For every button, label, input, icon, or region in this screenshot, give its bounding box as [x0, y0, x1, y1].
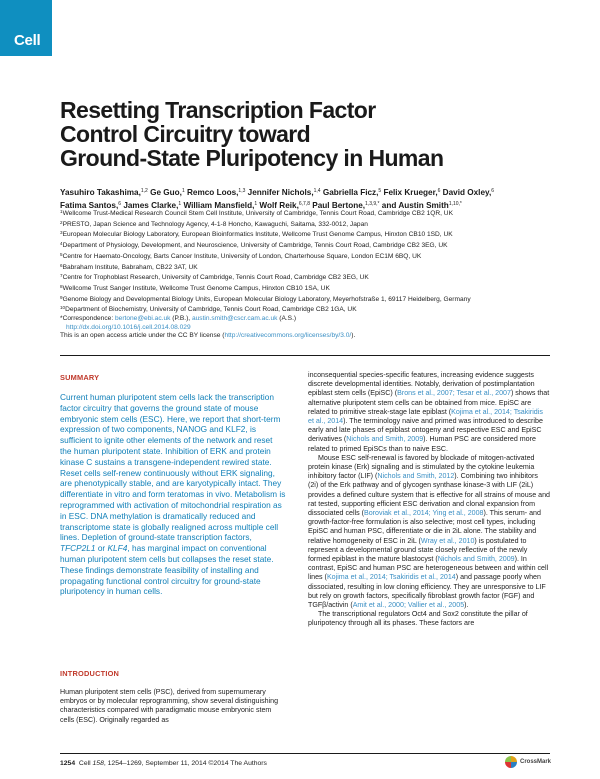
author-name: Yasuhiro Takashima, — [60, 188, 141, 197]
author-name: Fatima Santos, — [60, 200, 119, 210]
article-title — [60, 98, 540, 170]
author-affiliation-marker: 6 — [491, 188, 494, 194]
citation-link[interactable]: Amit et al., 2000; Vallier et al., 2005 — [352, 601, 465, 610]
affiliation-text: Centre for Trophoblast Research, University of Cambridge, Tennis Court Road, Cambridge CB2 3EG, UK — [62, 274, 369, 282]
author-affiliation-marker: 6,7,8 — [298, 200, 310, 207]
doi-link[interactable]: http://dx.doi.org/10.1016/j.cell.2014.08.029 — [66, 323, 191, 331]
doi-line — [60, 324, 560, 333]
correspondence — [60, 315, 560, 324]
affiliation-text: Department of Biochemistry, University of Cambridge, Tennis Court Road, Cambridge CB2 1GA, UK — [65, 306, 357, 314]
author-affiliation-marker: 1,3 — [238, 188, 246, 194]
citation-link[interactable]: Boroviak et al., 2014; Ying et al., 2008 — [364, 509, 484, 518]
author-affiliation-marker: 1,4 — [313, 188, 321, 194]
correspondence-end: (A.S.) — [277, 315, 297, 323]
author-name: Paul Bertone, — [312, 200, 366, 210]
email-link[interactable]: austin.smith@cscr.cam.ac.uk — [191, 315, 278, 323]
author-affiliation-marker: 6 — [437, 188, 441, 194]
affiliation-text: European Molecular Biology Laboratory, European Bioinformatics Institute, Wellcome Trust Genome Campus, Hinxton CB10 1SD, UK — [62, 231, 453, 239]
author-line — [60, 186, 560, 199]
affiliation-text: Department of Physiology, Development, and Neuroscience, University of Cambridge, Tennis Court Road, Cambridge CB2 3EG, UK — [62, 242, 448, 250]
summary-part: Current human pluripotent stem cells lack the transcription factor circuitry that governs the ground state of mouse embryonic stem cells (ESC). Here, we report that short-term expression of two components, NANOG and KLF2, is sufficient to ignite other elements of the network and reset the human pluripotent state. Inhibition of ERK and protein kinase C sustains a transgene-independent rewired state. Reset cells self-renew continuously without ERK signaling, are phenotypically stable, and are karyotypically intact. They differentiate in vitro and form teratomas in vivo. Metabolism is reprogrammed with activation of mitochondrial respiration as in ESC. DNA methylation is dramatically reduced and transcriptome state is globally realigned across multiple cell lines. Depletion of ground-state transcription factors, — [60, 392, 286, 543]
affiliation-item — [60, 208, 560, 219]
license-link[interactable]: http://creativecommons.org/licenses/by/3.0/ — [224, 332, 352, 340]
affiliation-number: 2 — [60, 219, 63, 225]
summary-part: , has marginal impact on conventional human pluripotent stem cells but collapses the reset state. These findings demonstrate feasibility of installing and propagating functional control circuitry for ground-state pluripotency in human cells. — [60, 543, 274, 597]
footer-divider — [60, 753, 550, 754]
affiliation-text: Wellcome Trust-Medical Research Council Stem Cell Institute, University of Cambridge, Tennis Court Road, Cambridge CB2 1QR, UK — [62, 210, 453, 217]
affiliation-number: 8 — [60, 283, 63, 289]
paragraph: The transcriptional regulators Oct4 and Sox2 constitute the pillar of pluripotency through all its phases. These factors are — [308, 610, 528, 628]
affiliation-text: Babraham Institute, Babraham, CB22 3AT, UK — [62, 263, 198, 271]
author-name: William Mansfield, — [183, 200, 255, 210]
affiliation-number: 4 — [60, 241, 63, 247]
right-column — [308, 371, 550, 629]
text-run: ). This serum- and growth-factor-free formulation is also selective; most cell types, including EpiSC and human PSC, differentiate or die in 2iL alone. The stability and relative homogeneity of ESC in 2iL ( — [308, 509, 541, 545]
title-line: Ground-State Pluripotency in Human — [60, 145, 444, 171]
page-footer — [60, 760, 267, 767]
introduction-text: Human pluripotent stem cells (PSC), derived from supernumerary embryos or by molecular reprogramming, show several distinguishing characteristics compared with paradigmatic mouse embryonic stem cells (ESC). Originally regarded as — [60, 688, 279, 724]
title-line: Resetting Transcription Factor — [60, 97, 376, 123]
affiliation-item — [60, 219, 560, 230]
affiliation-item — [60, 272, 560, 283]
author-name: Felix Krueger, — [383, 188, 438, 197]
citation-link[interactable]: Wray et al., 2010 — [420, 536, 475, 545]
citation-link[interactable]: Nichols and Smith, 2009 — [437, 555, 515, 564]
author-name: Remco Loos, — [187, 188, 239, 197]
introduction-heading: INTRODUCTION — [60, 669, 120, 678]
crossmark-icon — [505, 756, 517, 768]
page-number: 1254 — [60, 760, 76, 767]
text-run: ) and passage poorly when dissociated, resulting in low cloning efficiency. They are unresponsive to LIF but rely on growth factors, specifically fibroblast growth factor (FGF) and TGFβ/activin ( — [308, 573, 546, 610]
affiliation-text: PRESTO, Japan Science and Technology Agency, 4-1-8 Honcho, Kawaguchi, Saitama, 332-0012, Japan — [62, 220, 368, 228]
text-run: ) shows that alternative pluripotent stem cells can be obtained from mice. EpiSC are related to primitive streak-stage late epiblast ( — [308, 389, 550, 416]
citation-link[interactable]: Kojima et al., 2014; Tsakiridis et al., 2014 — [308, 407, 543, 426]
author-name: Gabriella Ficz, — [322, 188, 379, 197]
author-name: Jennifer Nichols, — [247, 188, 314, 197]
affiliation-item — [60, 251, 560, 262]
author-name: James Clarke, — [123, 200, 179, 210]
affiliation-item — [60, 229, 560, 240]
footer-volume: 158 — [92, 760, 104, 767]
citation-link[interactable]: Nichols and Smith, 2012 — [377, 472, 455, 481]
text-run: ). — [464, 601, 469, 610]
author-name: Ge Guo, — [150, 188, 182, 197]
affiliation-number: 1 — [60, 209, 63, 214]
affiliation-number: 6 — [60, 262, 63, 268]
summary-text — [60, 392, 286, 597]
author-affiliation-marker: 6 — [118, 200, 122, 207]
text-run: ). Human PSC are considered more related to primed EpiSCs than to naive ESC. — [308, 435, 536, 453]
text-run: ) is postulated to represent a developmental ground state closely reflective of the newly formed epiblast in the mature blastocyst ( — [308, 536, 528, 564]
gene-name: TFCP2L1 — [60, 543, 96, 554]
text-run: Mouse ESC self-renewal is favored by blockade of mitogen-activated protein kinase (Erk) signaling and is stimulated by the cytokine leukemia inhibitory factor (LIF) ( — [308, 453, 535, 481]
affiliation-item — [60, 304, 560, 315]
affiliation-number: 7 — [60, 273, 63, 279]
text-run: ). Combining two inhibitors (2i) of the Erk pathway and of glycogen synthase kinase-3 with LIF (2iL) provides a defined culture system that is effective for all strains of mouse and rat tested, supporting efficient ESC derivation and clonal expansion from dissociated cells ( — [308, 472, 550, 518]
affiliation-number: 9 — [60, 294, 63, 300]
footer-journal: Cell — [78, 760, 91, 767]
author-affiliation-marker: 1,2 — [140, 188, 148, 194]
paragraph — [308, 371, 550, 454]
crossmark-label: CrossMark — [520, 759, 552, 765]
affiliation-item — [60, 240, 560, 251]
journal-logo: Cell — [14, 32, 41, 49]
affiliations — [60, 208, 560, 341]
affiliation-number: 3 — [60, 230, 63, 236]
author-affiliation-marker: 1,3,9,* — [365, 200, 380, 207]
affiliation-text: Wellcome Trust Sanger Institute, Wellcome Trust Genome Campus, Hinxton CB10 1SA, UK — [62, 284, 330, 292]
affiliation-list — [60, 208, 560, 315]
email-link[interactable]: bertone@ebi.ac.uk — [114, 315, 171, 323]
citation-link[interactable]: Nichols and Smith, 2009 — [346, 435, 424, 444]
citation-link[interactable]: Brons et al., 2007; Tesar et al., 2007 — [397, 389, 511, 398]
title-line: Control Circuitry toward — [60, 121, 311, 147]
affiliation-number: 10 — [60, 305, 66, 311]
affiliation-item — [60, 262, 560, 273]
license-post: ). — [351, 332, 356, 340]
author-affiliation-marker: 1 — [181, 188, 185, 194]
citation-link[interactable]: Kojima et al., 2014; Tsakiridis et al., 2014 — [326, 573, 456, 582]
footer-citation: , 1254–1269, September 11, 2014 ©2014 The Authors — [103, 760, 267, 767]
author-name: David Oxley, — [442, 188, 492, 197]
affiliation-number: 5 — [60, 251, 63, 257]
crossmark-badge[interactable] — [505, 756, 551, 768]
text-run: ). The terminology naive and primed was introduced to describe early and late phases of epiblast ontogeny and respective ESC and EpiSC derivatives ( — [308, 417, 543, 444]
author-affiliation-marker: 1,10,* — [448, 200, 462, 207]
license-pre: This is an open access article under the CC BY license ( — [60, 332, 225, 340]
paragraph — [308, 454, 550, 610]
affiliation-item — [60, 283, 560, 294]
author-name: and Austin Smith — [381, 200, 449, 210]
correspondence-label: *Correspondence: — [60, 315, 115, 323]
text-run: ). In contrast, EpiSC and human PSC are heterogeneous between and within cell lines ( — [308, 555, 549, 582]
author-affiliation-marker: 5 — [378, 188, 382, 194]
correspondence-mid: (P.B.), — [170, 315, 192, 323]
text-run: inconsequential species-specific features, increasing evidence suggests discrete developmental identities. Notably, derivation of postimplantation epiblast stem cells (EpiSC) ( — [308, 371, 535, 398]
gene-name: KLF4 — [107, 543, 128, 554]
author-affiliation-marker: 1 — [178, 200, 182, 207]
author-affiliation-marker: 1 — [254, 200, 258, 207]
license-line — [60, 332, 560, 341]
section-divider — [60, 355, 550, 356]
affiliation-text: Centre for Haemato-Oncology, Barts Cancer Institute, University of London, Charterhouse Square, London EC1M 6BQ, UK — [62, 252, 422, 260]
affiliation-item — [60, 294, 560, 305]
affiliation-text: Genome Biology and Developmental Biology Units, European Molecular Biology Laboratory, Meyerhofstraße 1, 69117 Heidelberg, Germany — [62, 295, 471, 303]
author-name: Wolf Reik, — [259, 200, 299, 210]
summary-heading: SUMMARY — [60, 373, 100, 382]
summary-part: or — [95, 543, 108, 554]
journal-tab — [0, 0, 52, 56]
